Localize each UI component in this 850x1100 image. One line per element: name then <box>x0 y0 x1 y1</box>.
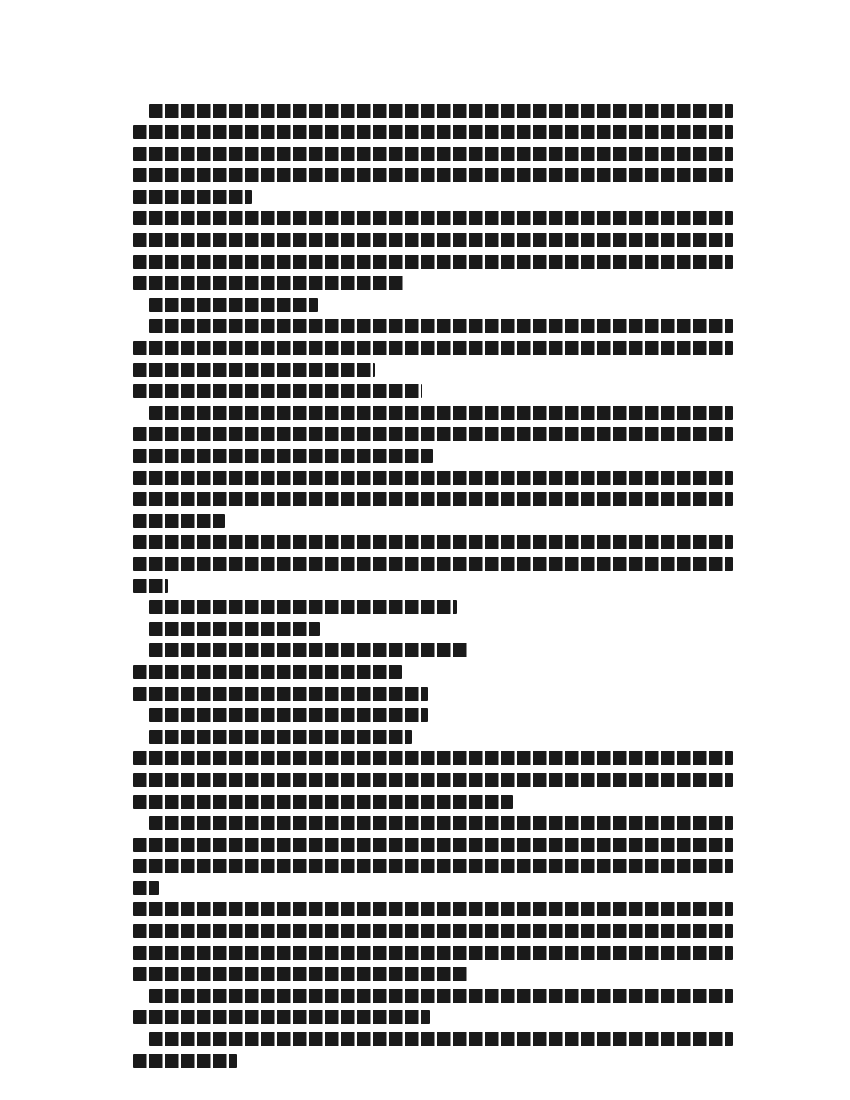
redacted-text-bar <box>133 967 467 981</box>
redacted-text-line-narration <box>133 838 733 857</box>
redacted-text-bar <box>149 816 733 830</box>
redacted-text-bar <box>133 773 733 787</box>
redacted-text-bar <box>133 341 733 355</box>
redacted-text-bar <box>149 708 428 722</box>
redacted-text-line-dialogue <box>133 924 733 943</box>
redacted-text-line-narration <box>133 168 733 187</box>
redacted-text-line-dialogue <box>133 255 733 274</box>
redacted-text-bar <box>133 233 733 247</box>
redacted-text-bar <box>133 687 428 701</box>
redacted-text-line-narration <box>133 104 733 123</box>
redacted-text-line-narration <box>133 125 733 144</box>
redacted-text-bar <box>133 795 513 809</box>
redacted-text-bar <box>149 622 320 636</box>
content-omitted-notice <box>0 0 1 1</box>
redacted-text-line-narration <box>133 665 733 684</box>
redacted-text-line-narration <box>133 363 733 382</box>
redacted-text-line-thought <box>133 471 733 490</box>
redacted-text-line-dialogue <box>133 751 733 770</box>
redacted-text-line-sfx <box>133 708 733 727</box>
redacted-text-line-narration <box>133 1032 733 1051</box>
redacted-text-bar <box>133 579 168 593</box>
text-block <box>133 101 733 1073</box>
redacted-text-bar <box>133 125 733 139</box>
redacted-text-bar <box>133 902 733 916</box>
redacted-text-line-narration <box>133 600 733 619</box>
redacted-text-line-dialogue <box>133 535 733 554</box>
redacted-text-line-narration <box>133 622 733 641</box>
redacted-text-bar <box>149 643 468 657</box>
redacted-text-bar <box>133 838 733 852</box>
redacted-text-line-narration <box>133 341 733 360</box>
redacted-text-bar <box>149 104 733 118</box>
redacted-text-bar <box>133 363 375 377</box>
redacted-text-bar <box>133 535 733 549</box>
redacted-text-bar <box>133 557 733 571</box>
redacted-text-line-narration <box>133 989 733 1008</box>
redacted-text-line-narration <box>133 190 733 209</box>
redacted-text-line-narration <box>133 319 733 338</box>
redacted-text-line-dialogue <box>133 946 733 965</box>
redacted-text-line-sfx <box>133 298 733 317</box>
redacted-text-bar <box>133 1054 237 1068</box>
redacted-text-line-thought <box>133 514 733 533</box>
redacted-text-line-thought <box>133 492 733 511</box>
redacted-text-line-dialogue <box>133 795 733 814</box>
redacted-text-bar <box>133 492 733 506</box>
redacted-text-bar <box>149 319 733 333</box>
redacted-text-line-narration <box>133 816 733 835</box>
redacted-text-bar <box>133 1010 430 1024</box>
redacted-text-line-sfx <box>133 730 733 749</box>
redacted-text-line-dialogue <box>133 233 733 252</box>
redacted-text-bar <box>133 211 733 225</box>
redacted-text-line-narration <box>133 881 733 900</box>
redacted-text-line-narration <box>133 859 733 878</box>
redacted-text-bar <box>133 255 733 269</box>
redacted-text-bar <box>133 384 422 398</box>
redacted-text-line-dialogue <box>133 967 733 986</box>
redacted-text-bar <box>133 427 733 441</box>
redacted-text-line-narration <box>133 1054 733 1073</box>
redacted-text-line-dialogue <box>133 902 733 921</box>
redacted-text-bar <box>133 147 733 161</box>
redacted-text-bar <box>133 449 433 463</box>
redacted-text-line-narration <box>133 427 733 446</box>
redacted-text-bar <box>133 665 402 679</box>
redacted-text-bar <box>149 406 733 420</box>
redacted-text-bar <box>133 859 733 873</box>
redacted-text-bar <box>133 514 225 528</box>
redacted-text-bar <box>133 471 733 485</box>
redacted-text-bar <box>149 1032 733 1046</box>
redacted-text-bar <box>149 989 733 1003</box>
redacted-text-line-dialogue <box>133 211 733 230</box>
redacted-text-bar <box>133 881 159 895</box>
redacted-text-line-narration <box>133 643 733 662</box>
redacted-text-bar <box>133 751 733 765</box>
redacted-text-bar <box>149 298 318 312</box>
redacted-text-line-narration <box>133 147 733 166</box>
redacted-text-bar <box>149 730 412 744</box>
redacted-text-line-narration <box>133 449 733 468</box>
redacted-text-line-narration <box>133 406 733 425</box>
redacted-text-bar <box>133 276 405 290</box>
redacted-text-line-dialogue <box>133 276 733 295</box>
redacted-text-line-dialogue <box>133 773 733 792</box>
redacted-text-bar <box>133 924 733 938</box>
redacted-text-line-dialogue <box>133 557 733 576</box>
redacted-text-bar <box>133 168 733 182</box>
redacted-text-bar <box>149 600 457 614</box>
redacted-text-bar <box>133 946 733 960</box>
redacted-text-line-narration <box>133 1010 733 1029</box>
redacted-text-line-dialogue <box>133 579 733 598</box>
redacted-text-line-dialogue <box>133 687 733 706</box>
redacted-text-bar <box>133 190 252 204</box>
redacted-text-line-dialogue <box>133 384 733 403</box>
